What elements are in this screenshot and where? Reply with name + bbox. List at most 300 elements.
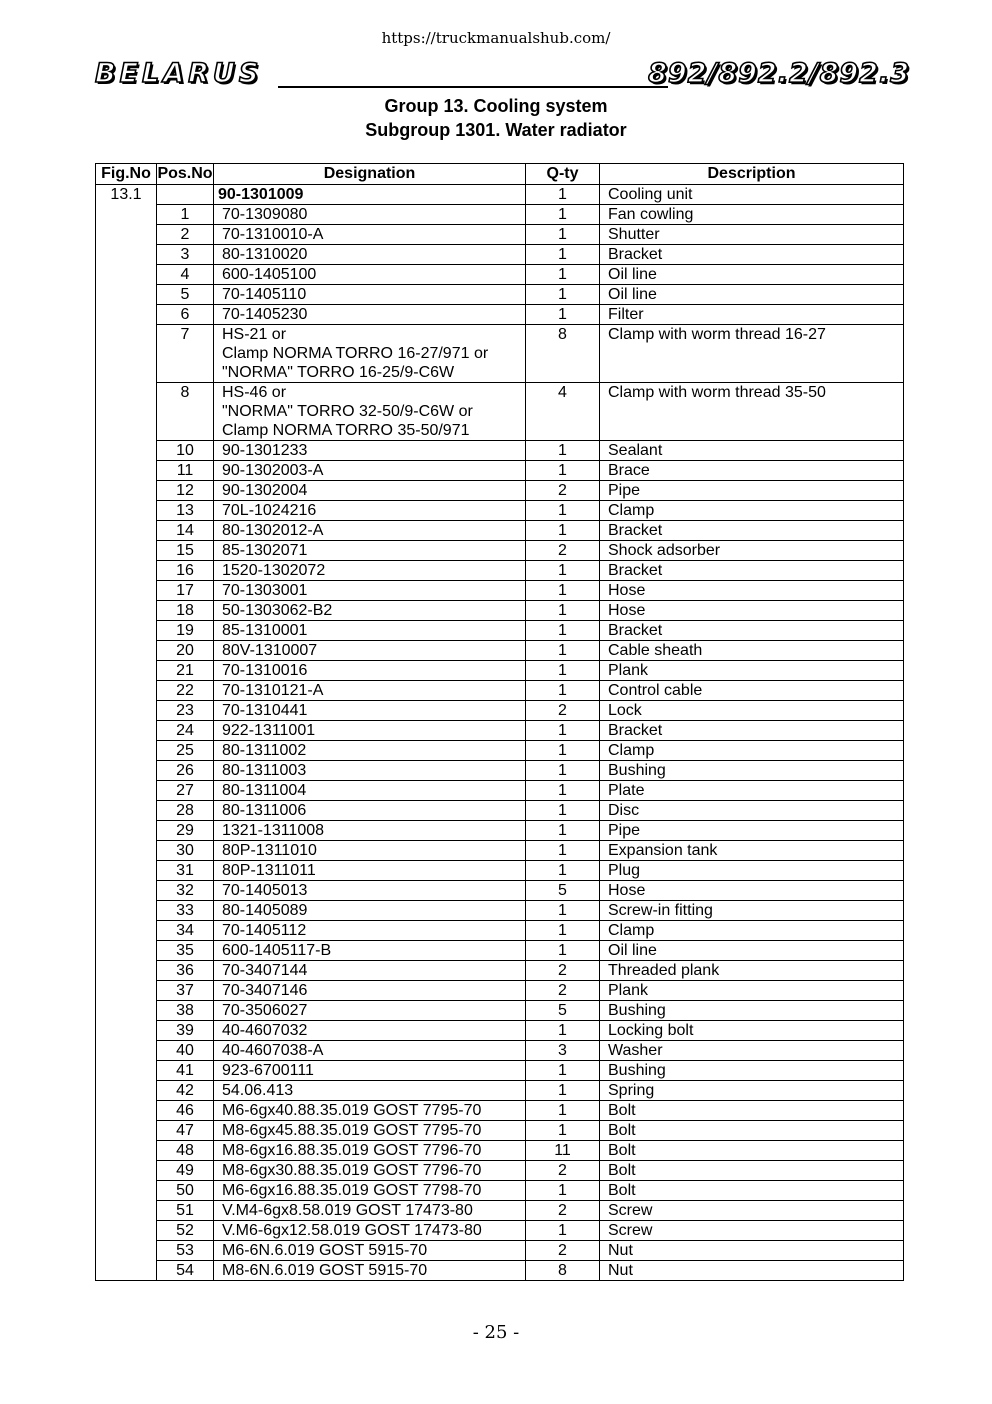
table-row xyxy=(96,781,904,801)
cell-qty: 2 xyxy=(526,1161,600,1181)
page-titles xyxy=(0,94,992,142)
cell-designation: 50-1303062-B2 xyxy=(214,601,526,621)
cell-designation: 70-3407144 xyxy=(214,961,526,981)
cell-designation: M8-6gx45.88.35.019 GOST 7795-70 xyxy=(214,1121,526,1141)
cell-pos-no: 53 xyxy=(157,1241,214,1261)
cell-description: Screw xyxy=(600,1201,904,1221)
page-number: - 25 - xyxy=(472,1322,520,1343)
cell-pos-no: 7 xyxy=(157,325,214,383)
table-row xyxy=(96,1121,904,1141)
table-row xyxy=(96,501,904,521)
cell-pos-no: 13 xyxy=(157,501,214,521)
cell-fig-no xyxy=(96,1041,157,1061)
cell-fig-no xyxy=(96,285,157,305)
cell-pos-no: 27 xyxy=(157,781,214,801)
cell-pos-no: 22 xyxy=(157,681,214,701)
table-header-row xyxy=(96,164,904,185)
table-row xyxy=(96,701,904,721)
cell-qty: 2 xyxy=(526,541,600,561)
cell-designation: M6-6N.6.019 GOST 5915-70 xyxy=(214,1241,526,1261)
cell-designation: 85-1302071 xyxy=(214,541,526,561)
cell-designation: 80V-1310007 xyxy=(214,641,526,661)
cell-fig-no xyxy=(96,1101,157,1121)
source-url[interactable]: https://truckmanualshub.com/ xyxy=(381,29,611,47)
cell-description: Threaded plank xyxy=(600,961,904,981)
cell-fig-no xyxy=(96,383,157,441)
cell-qty: 1 xyxy=(526,721,600,741)
cell-pos-no: 51 xyxy=(157,1201,214,1221)
col-designation: Designation xyxy=(214,164,526,185)
col-qty: Q-ty xyxy=(526,164,600,185)
cell-pos-no: 30 xyxy=(157,841,214,861)
cell-pos-no: 48 xyxy=(157,1141,214,1161)
cell-qty: 1 xyxy=(526,901,600,921)
table-row xyxy=(96,521,904,541)
cell-qty: 1 xyxy=(526,245,600,265)
cell-qty: 1 xyxy=(526,461,600,481)
cell-fig-no xyxy=(96,741,157,761)
cell-designation: V.M6-6gx12.58.019 GOST 17473-80 xyxy=(214,1221,526,1241)
cell-description: Spring xyxy=(600,1081,904,1101)
cell-qty: 1 xyxy=(526,1101,600,1121)
cell-designation: 90-1302004 xyxy=(214,481,526,501)
cell-fig-no xyxy=(96,1081,157,1101)
cell-qty: 1 xyxy=(526,681,600,701)
cell-qty: 1 xyxy=(526,1081,600,1101)
model-number: 892/892.2/892.3 xyxy=(648,58,910,89)
table-row xyxy=(96,1141,904,1161)
cell-qty: 1 xyxy=(526,305,600,325)
cell-description: Shock adsorber xyxy=(600,541,904,561)
cell-qty: 1 xyxy=(526,1061,600,1081)
cell-qty: 1 xyxy=(526,641,600,661)
col-fig-no: Fig.No xyxy=(96,164,157,185)
cell-pos-no: 38 xyxy=(157,1001,214,1021)
cell-fig-no xyxy=(96,901,157,921)
table-row xyxy=(96,1001,904,1021)
table-row xyxy=(96,761,904,781)
cell-fig-no xyxy=(96,961,157,981)
table-row xyxy=(96,1241,904,1261)
cell-designation: M6-6gx16.88.35.019 GOST 7798-70 xyxy=(214,1181,526,1201)
cell-pos-no: 41 xyxy=(157,1061,214,1081)
cell-qty: 2 xyxy=(526,1241,600,1261)
cell-pos-no: 4 xyxy=(157,265,214,285)
cell-fig-no xyxy=(96,621,157,641)
cell-qty: 1 xyxy=(526,1121,600,1141)
cell-qty: 2 xyxy=(526,961,600,981)
cell-qty: 11 xyxy=(526,1141,600,1161)
table-row xyxy=(96,961,904,981)
brand-header xyxy=(95,58,910,92)
table-row xyxy=(96,1101,904,1121)
cell-fig-no xyxy=(96,561,157,581)
cell-pos-no: 24 xyxy=(157,721,214,741)
cell-fig-no xyxy=(96,861,157,881)
cell-description: Plate xyxy=(600,781,904,801)
cell-qty: 1 xyxy=(526,1221,600,1241)
cell-pos-no: 40 xyxy=(157,1041,214,1061)
cell-fig-no xyxy=(96,541,157,561)
cell-qty: 8 xyxy=(526,325,600,383)
cell-qty: 1 xyxy=(526,941,600,961)
cell-designation: 80-1311002 xyxy=(214,741,526,761)
cell-pos-no xyxy=(157,185,214,205)
cell-description: Pipe xyxy=(600,821,904,841)
cell-fig-no xyxy=(96,225,157,245)
cell-pos-no: 23 xyxy=(157,701,214,721)
table-row xyxy=(96,981,904,1001)
cell-description: Bolt xyxy=(600,1161,904,1181)
cell-pos-no: 46 xyxy=(157,1101,214,1121)
cell-fig-no xyxy=(96,325,157,383)
cell-qty: 4 xyxy=(526,383,600,441)
cell-description: Hose xyxy=(600,581,904,601)
cell-designation: 40-4607038-A xyxy=(214,1041,526,1061)
cell-designation: 80-1311006 xyxy=(214,801,526,821)
table-row xyxy=(96,601,904,621)
cell-qty: 1 xyxy=(526,185,600,205)
cell-fig-no xyxy=(96,821,157,841)
cell-pos-no: 49 xyxy=(157,1161,214,1181)
cell-fig-no xyxy=(96,881,157,901)
cell-fig-no xyxy=(96,1121,157,1141)
cell-designation: HS-21 or Clamp NORMA TORRO 16-27/971 or "NORMA" TORRO 16-25/9-C6W xyxy=(214,325,526,383)
col-pos-no: Pos.No xyxy=(157,164,214,185)
cell-pos-no: 42 xyxy=(157,1081,214,1101)
cell-pos-no: 21 xyxy=(157,661,214,681)
cell-qty: 5 xyxy=(526,1001,600,1021)
cell-designation: 70-1310441 xyxy=(214,701,526,721)
cell-qty: 1 xyxy=(526,921,600,941)
table-row xyxy=(96,901,904,921)
cell-description: Expansion tank xyxy=(600,841,904,861)
cell-designation: 90-1301233 xyxy=(214,441,526,461)
cell-designation: 80P-1311010 xyxy=(214,841,526,861)
cell-qty: 1 xyxy=(526,205,600,225)
group-title: Group 13. Cooling system xyxy=(384,96,608,116)
table-row xyxy=(96,1201,904,1221)
cell-pos-no: 34 xyxy=(157,921,214,941)
table-row xyxy=(96,921,904,941)
table-row xyxy=(96,481,904,501)
cell-pos-no: 37 xyxy=(157,981,214,1001)
cell-designation: 70-3506027 xyxy=(214,1001,526,1021)
cell-fig-no xyxy=(96,1181,157,1201)
cell-fig-no xyxy=(96,1061,157,1081)
table-row xyxy=(96,383,904,441)
table-row xyxy=(96,721,904,741)
cell-description: Disc xyxy=(600,801,904,821)
cell-description: Oil line xyxy=(600,265,904,285)
col-description: Description xyxy=(600,164,904,185)
cell-qty: 1 xyxy=(526,761,600,781)
cell-description: Control cable xyxy=(600,681,904,701)
cell-fig-no xyxy=(96,265,157,285)
table-row xyxy=(96,661,904,681)
cell-fig-no xyxy=(96,801,157,821)
table-row xyxy=(96,265,904,285)
cell-pos-no: 16 xyxy=(157,561,214,581)
cell-fig-no xyxy=(96,1001,157,1021)
cell-designation: 70-1303001 xyxy=(214,581,526,601)
cell-designation: 1520-1302072 xyxy=(214,561,526,581)
cell-fig-no xyxy=(96,761,157,781)
cell-designation: 80-1311003 xyxy=(214,761,526,781)
cell-description: Bracket xyxy=(600,561,904,581)
cell-fig-no xyxy=(96,641,157,661)
table-row xyxy=(96,1221,904,1241)
cell-pos-no: 11 xyxy=(157,461,214,481)
table-row xyxy=(96,581,904,601)
cell-designation: 90-1301009 xyxy=(214,185,526,205)
cell-pos-no: 35 xyxy=(157,941,214,961)
table-row xyxy=(96,841,904,861)
cell-description: Plank xyxy=(600,661,904,681)
cell-pos-no: 33 xyxy=(157,901,214,921)
cell-fig-no xyxy=(96,661,157,681)
cell-description: Cooling unit xyxy=(600,185,904,205)
cell-designation: 923-6700111 xyxy=(214,1061,526,1081)
table-row xyxy=(96,305,904,325)
table-row xyxy=(96,461,904,481)
cell-designation: 80-1310020 xyxy=(214,245,526,265)
cell-qty: 1 xyxy=(526,821,600,841)
cell-description: Clamp with worm thread 16-27 xyxy=(600,325,904,383)
cell-description: Clamp with worm thread 35-50 xyxy=(600,383,904,441)
cell-qty: 1 xyxy=(526,861,600,881)
cell-description: Nut xyxy=(600,1261,904,1281)
cell-pos-no: 31 xyxy=(157,861,214,881)
cell-pos-no: 29 xyxy=(157,821,214,841)
table-row xyxy=(96,681,904,701)
cell-description: Screw xyxy=(600,1221,904,1241)
cell-pos-no: 20 xyxy=(157,641,214,661)
cell-pos-no: 17 xyxy=(157,581,214,601)
cell-fig-no xyxy=(96,461,157,481)
cell-fig-no xyxy=(96,1261,157,1281)
cell-pos-no: 19 xyxy=(157,621,214,641)
cell-description: Bushing xyxy=(600,1001,904,1021)
cell-fig-no xyxy=(96,601,157,621)
cell-description: Oil line xyxy=(600,285,904,305)
table-row xyxy=(96,225,904,245)
cell-designation: 90-1302003-A xyxy=(214,461,526,481)
cell-pos-no: 10 xyxy=(157,441,214,461)
cell-description: Clamp xyxy=(600,501,904,521)
cell-fig-no xyxy=(96,501,157,521)
cell-qty: 3 xyxy=(526,1041,600,1061)
cell-designation: 40-4607032 xyxy=(214,1021,526,1041)
cell-qty: 2 xyxy=(526,981,600,1001)
table-row xyxy=(96,561,904,581)
table-row xyxy=(96,1161,904,1181)
cell-fig-no xyxy=(96,305,157,325)
table-row xyxy=(96,185,904,205)
cell-qty: 1 xyxy=(526,601,600,621)
cell-designation: 70-1405110 xyxy=(214,285,526,305)
brand-logo: BELARUS xyxy=(95,58,263,89)
table-row xyxy=(96,641,904,661)
cell-fig-no xyxy=(96,841,157,861)
cell-qty: 1 xyxy=(526,225,600,245)
cell-designation: 70-1310010-A xyxy=(214,225,526,245)
cell-description: Bolt xyxy=(600,1181,904,1201)
table-row xyxy=(96,1041,904,1061)
cell-qty: 1 xyxy=(526,561,600,581)
cell-description: Hose xyxy=(600,601,904,621)
cell-description: Bolt xyxy=(600,1121,904,1141)
cell-designation: HS-46 or "NORMA" TORRO 32-50/9-C6W or Clamp NORMA TORRO 35-50/971 xyxy=(214,383,526,441)
cell-qty: 1 xyxy=(526,741,600,761)
cell-fig-no xyxy=(96,921,157,941)
table-row xyxy=(96,205,904,225)
cell-pos-no: 1 xyxy=(157,205,214,225)
cell-pos-no: 26 xyxy=(157,761,214,781)
cell-description: Brace xyxy=(600,461,904,481)
cell-fig-no xyxy=(96,721,157,741)
cell-description: Bracket xyxy=(600,621,904,641)
cell-description: Filter xyxy=(600,305,904,325)
cell-designation: 70-1310016 xyxy=(214,661,526,681)
cell-description: Bracket xyxy=(600,245,904,265)
cell-designation: M6-6gx40.88.35.019 GOST 7795-70 xyxy=(214,1101,526,1121)
cell-description: Bracket xyxy=(600,521,904,541)
table-row xyxy=(96,1021,904,1041)
cell-fig-no xyxy=(96,1021,157,1041)
cell-pos-no: 52 xyxy=(157,1221,214,1241)
cell-description: Bolt xyxy=(600,1101,904,1121)
cell-designation: M8-6gx30.88.35.019 GOST 7796-70 xyxy=(214,1161,526,1181)
cell-designation: 600-1405117-B xyxy=(214,941,526,961)
cell-fig-no xyxy=(96,1161,157,1181)
cell-designation: 80-1405089 xyxy=(214,901,526,921)
cell-pos-no: 39 xyxy=(157,1021,214,1041)
cell-designation: 70-1309080 xyxy=(214,205,526,225)
cell-designation: 70-1310121-A xyxy=(214,681,526,701)
table-row xyxy=(96,245,904,265)
cell-pos-no: 3 xyxy=(157,245,214,265)
cell-description: Bushing xyxy=(600,761,904,781)
cell-description: Clamp xyxy=(600,741,904,761)
cell-description: Cable sheath xyxy=(600,641,904,661)
cell-designation: 70-1405230 xyxy=(214,305,526,325)
cell-pos-no: 8 xyxy=(157,383,214,441)
cell-fig-no xyxy=(96,701,157,721)
table-body xyxy=(96,185,904,1281)
cell-description: Bracket xyxy=(600,721,904,741)
cell-designation: 70L-1024216 xyxy=(214,501,526,521)
cell-qty: 1 xyxy=(526,285,600,305)
cell-qty: 1 xyxy=(526,1021,600,1041)
cell-designation: 80-1302012-A xyxy=(214,521,526,541)
table-row xyxy=(96,861,904,881)
cell-pos-no: 18 xyxy=(157,601,214,621)
cell-qty: 1 xyxy=(526,581,600,601)
cell-description: Clamp xyxy=(600,921,904,941)
cell-pos-no: 5 xyxy=(157,285,214,305)
cell-pos-no: 14 xyxy=(157,521,214,541)
cell-designation: M8-6N.6.019 GOST 5915-70 xyxy=(214,1261,526,1281)
cell-qty: 2 xyxy=(526,1201,600,1221)
table-row xyxy=(96,801,904,821)
cell-fig-no xyxy=(96,941,157,961)
cell-designation: 600-1405100 xyxy=(214,265,526,285)
cell-fig-no xyxy=(96,441,157,461)
table-row xyxy=(96,741,904,761)
cell-qty: 1 xyxy=(526,801,600,821)
cell-pos-no: 12 xyxy=(157,481,214,501)
cell-qty: 8 xyxy=(526,1261,600,1281)
cell-description: Pipe xyxy=(600,481,904,501)
cell-pos-no: 50 xyxy=(157,1181,214,1201)
cell-description: Oil line xyxy=(600,941,904,961)
table-row xyxy=(96,941,904,961)
cell-qty: 1 xyxy=(526,265,600,285)
cell-designation: 54.06.413 xyxy=(214,1081,526,1101)
cell-description: Nut xyxy=(600,1241,904,1261)
cell-designation: M8-6gx16.88.35.019 GOST 7796-70 xyxy=(214,1141,526,1161)
cell-description: Hose xyxy=(600,881,904,901)
table-row xyxy=(96,1061,904,1081)
cell-designation: 80P-1311011 xyxy=(214,861,526,881)
cell-description: Shutter xyxy=(600,225,904,245)
cell-description: Washer xyxy=(600,1041,904,1061)
cell-designation: V.M4-6gx8.58.019 GOST 17473-80 xyxy=(214,1201,526,1221)
cell-qty: 1 xyxy=(526,1181,600,1201)
cell-description: Sealant xyxy=(600,441,904,461)
cell-pos-no: 6 xyxy=(157,305,214,325)
cell-pos-no: 36 xyxy=(157,961,214,981)
cell-qty: 1 xyxy=(526,661,600,681)
cell-fig-no xyxy=(96,1241,157,1261)
cell-qty: 2 xyxy=(526,701,600,721)
table-row xyxy=(96,325,904,383)
table-row xyxy=(96,1261,904,1281)
cell-fig-no xyxy=(96,521,157,541)
cell-qty: 1 xyxy=(526,441,600,461)
cell-designation: 1321-1311008 xyxy=(214,821,526,841)
cell-designation: 922-1311001 xyxy=(214,721,526,741)
cell-pos-no: 2 xyxy=(157,225,214,245)
cell-description: Bolt xyxy=(600,1141,904,1161)
table-row xyxy=(96,881,904,901)
cell-description: Screw-in fitting xyxy=(600,901,904,921)
cell-pos-no: 54 xyxy=(157,1261,214,1281)
cell-fig-no xyxy=(96,205,157,225)
cell-fig-no xyxy=(96,1141,157,1161)
cell-description: Plug xyxy=(600,861,904,881)
cell-designation: 85-1310001 xyxy=(214,621,526,641)
cell-description: Lock xyxy=(600,701,904,721)
cell-pos-no: 47 xyxy=(157,1121,214,1141)
cell-qty: 2 xyxy=(526,481,600,501)
table-row xyxy=(96,1181,904,1201)
table-row xyxy=(96,441,904,461)
table-row xyxy=(96,1081,904,1101)
cell-fig-no xyxy=(96,681,157,701)
table-row xyxy=(96,821,904,841)
cell-fig-no xyxy=(96,1221,157,1241)
subgroup-title: Subgroup 1301. Water radiator xyxy=(365,120,627,140)
cell-fig-no xyxy=(96,1201,157,1221)
cell-designation: 80-1311004 xyxy=(214,781,526,801)
cell-fig-no xyxy=(96,781,157,801)
cell-fig-no xyxy=(96,245,157,265)
cell-fig-no xyxy=(96,481,157,501)
cell-designation: 70-1405013 xyxy=(214,881,526,901)
cell-fig-no xyxy=(96,981,157,1001)
